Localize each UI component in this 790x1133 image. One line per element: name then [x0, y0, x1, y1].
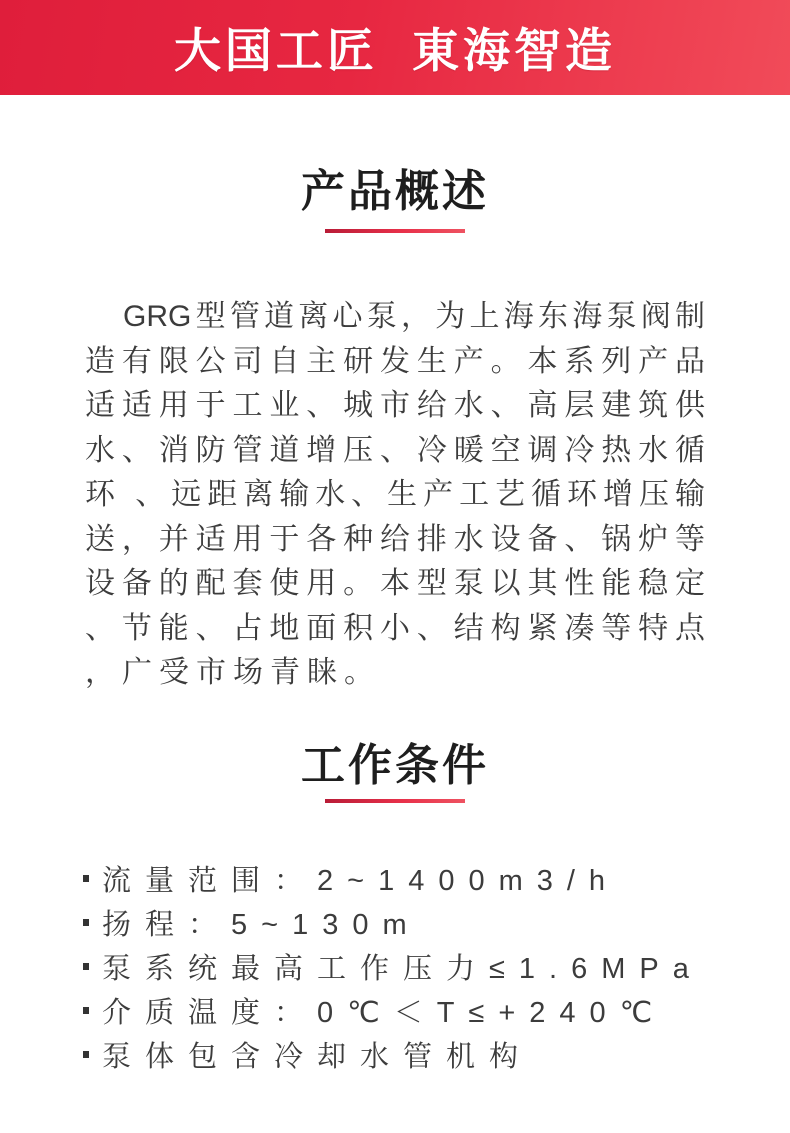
list-item-text: 泵体包含冷却水管机构	[102, 1041, 533, 1073]
section-working-conditions	[0, 741, 790, 1077]
list-item	[83, 989, 790, 1033]
paragraph-line: 造有限公司自主研发生产。本系列产品	[85, 344, 705, 378]
conditions-section-title: 工作条件	[301, 740, 489, 790]
list-item-text: 扬程：5~130m	[102, 909, 421, 941]
conditions-title-underline	[325, 799, 465, 803]
list-item	[83, 901, 790, 945]
banner-title: 大国工匠 東海智造	[173, 24, 617, 77]
bullet-icon	[83, 919, 89, 926]
overview-paragraph	[85, 295, 705, 696]
bullet-icon	[83, 963, 89, 970]
paragraph-line: 设备的配套使用。本型泵以其性能稳定	[85, 567, 705, 600]
section-overview	[0, 167, 790, 696]
list-item	[83, 857, 790, 901]
paragraph-line: 、节能、占地面积小、结构紧凑等特点	[85, 611, 705, 645]
conditions-list	[83, 857, 790, 1077]
list-item	[83, 945, 790, 989]
bullet-icon	[83, 1007, 89, 1014]
overview-section-title: 产品概述	[301, 167, 489, 216]
top-banner	[0, 0, 790, 95]
bullet-icon	[83, 875, 89, 882]
paragraph-line: 适适用于工业、城市给水、高层建筑供	[85, 389, 705, 422]
paragraph-line: 环 、远距离输水、生产工艺循环增压输	[85, 478, 705, 511]
paragraph-line: GRG型管道离心泵，为上海东海泵阀制	[123, 300, 705, 333]
paragraph-line: 送，并适用于各种给排水设备、锅炉等	[85, 522, 705, 556]
list-item-text: 泵系统最高工作压力≤1.6MPa	[102, 953, 703, 985]
list-item-text: 介质温度：0℃＜T≤+240℃	[102, 997, 667, 1029]
paragraph-line: 水、消防管道增压、冷暖空调冷热水循	[85, 433, 705, 467]
paragraph-line: ，广受市场青睐。	[85, 656, 381, 689]
list-item	[83, 1033, 790, 1077]
list-item-text: 流量范围：2~1400m3/h	[102, 865, 620, 897]
bullet-icon	[83, 1051, 89, 1058]
overview-title-underline	[325, 229, 465, 233]
